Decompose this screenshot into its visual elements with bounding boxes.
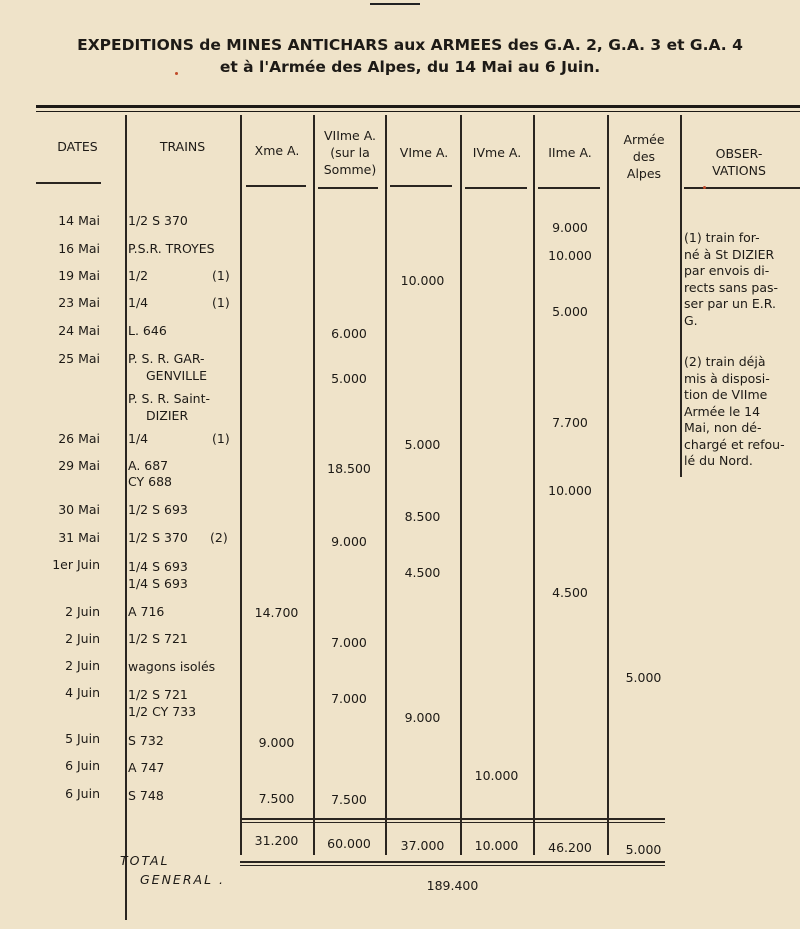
- row-train-cont: 1/4 S 693: [128, 576, 188, 591]
- value-cell: 5.000: [331, 371, 367, 386]
- value-cell: 6.000: [331, 326, 367, 341]
- row-train: A 716: [128, 604, 165, 619]
- value-cell: 9.000: [404, 710, 441, 725]
- observation-note-2: (2) train déjà mis à disposi- tion de VIIme Armée le 14 Mai, non dé- chargé et refou- lé du Nord.: [684, 354, 785, 468]
- value-cell: 8.500: [404, 509, 441, 524]
- top-rule-thin: [36, 111, 800, 112]
- row-train: 1/2 S 721: [128, 687, 188, 702]
- header-underline: [465, 187, 527, 189]
- row-date: 2 Juin: [65, 604, 100, 619]
- ink-speck: [175, 72, 178, 75]
- row-date: 26 Mai: [58, 431, 100, 446]
- total-vi-armee: 37.000: [400, 838, 445, 853]
- value-cell: 10.000: [474, 768, 519, 783]
- row-date: 31 Mai: [58, 530, 100, 545]
- header-observations: OBSER- VATIONS: [712, 146, 766, 178]
- top-rule: [36, 105, 800, 108]
- row-train: P. S. R. Saint-: [128, 391, 211, 406]
- top-mark: [370, 3, 420, 5]
- row-train-cont: GENVILLE: [146, 368, 207, 383]
- total-label-1: TOTAL: [120, 853, 170, 868]
- row-note: (1): [212, 295, 230, 310]
- value-cell: 9.000: [258, 735, 295, 750]
- value-cell: 7.500: [331, 792, 367, 807]
- header-ii-armee: IIme A.: [548, 145, 592, 160]
- row-train: 1/2: [128, 268, 149, 283]
- value-cell: 4.500: [552, 585, 588, 600]
- row-date: 2 Juin: [65, 658, 100, 673]
- value-cell: 10.000: [548, 483, 592, 498]
- total-iv-armee: 10.000: [474, 838, 519, 853]
- row-date: 1er Juin: [52, 557, 100, 572]
- row-date: 5 Juin: [65, 731, 100, 746]
- document-title: [40, 34, 780, 78]
- value-cell: 5.000: [552, 304, 588, 319]
- value-cell: 5.000: [404, 437, 441, 452]
- value-cell: 7.000: [331, 691, 367, 706]
- header-trains: TRAINS: [159, 139, 206, 154]
- row-train: 1/2 S 370: [128, 530, 188, 545]
- row-date: 24 Mai: [58, 323, 100, 338]
- total-rule: [240, 861, 665, 863]
- row-note: (1): [212, 268, 230, 283]
- title-line-2: et à l'Armée des Alpes, du 14 Mai au 6 Juin.: [219, 58, 601, 76]
- row-train: S 732: [128, 733, 164, 748]
- observation-note-1: (1) train for- né à St DIZIER par envois di- rects sans pas- ser par un E.R. G.: [684, 230, 779, 328]
- row-date: 2 Juin: [65, 631, 100, 646]
- header-underline: [246, 185, 306, 187]
- title-line-1: EXPEDITIONS de MINES ANTICHARS aux ARMEES des G.A. 2, G.A. 3 et G.A. 4: [77, 36, 743, 54]
- value-cell: 9.000: [552, 220, 588, 235]
- header-armee-alpes: Armée des Alpes: [623, 132, 665, 181]
- row-train: P. S. R. GAR-: [128, 351, 205, 366]
- header-underline: [538, 187, 600, 189]
- header-iv-armee: IVme A.: [472, 145, 522, 160]
- value-cell: 4.500: [404, 565, 441, 580]
- row-date: 6 Juin: [65, 786, 100, 801]
- row-date: 29 Mai: [58, 458, 100, 473]
- grand-total: 189.400: [426, 878, 479, 893]
- row-train: 1/2 S 693: [128, 502, 188, 517]
- row-train-cont: DIZIER: [146, 408, 189, 423]
- row-note: (1): [212, 431, 230, 446]
- row-train: L. 646: [128, 323, 167, 338]
- total-rule-thin: [240, 865, 665, 866]
- row-date: 16 Mai: [58, 241, 100, 256]
- value-cell: 14.700: [254, 605, 299, 620]
- total-vii-armee: 60.000: [327, 836, 371, 851]
- row-date: 14 Mai: [58, 213, 100, 228]
- row-train: 1/2 S 370: [128, 213, 188, 228]
- row-train: S 748: [128, 788, 164, 803]
- value-cell: 5.000: [625, 670, 662, 685]
- header-underline: [390, 185, 452, 187]
- header-vii-armee: VIIme A. (sur la Somme): [323, 128, 377, 177]
- row-train: 1/4 S 693: [128, 559, 188, 574]
- column-divider: [125, 115, 127, 920]
- row-date: 25 Mai: [58, 351, 100, 366]
- row-date: 6 Juin: [65, 758, 100, 773]
- header-underline: [36, 182, 101, 184]
- row-train-cont: 1/2 CY 733: [128, 704, 197, 719]
- total-ii-armee: 46.200: [548, 840, 592, 855]
- value-cell: 7.000: [331, 635, 367, 650]
- value-cell: 7.500: [258, 791, 295, 806]
- column-divider: [313, 115, 315, 855]
- value-cell: 10.000: [548, 248, 592, 263]
- total-armee-alpes: 5.000: [625, 842, 662, 857]
- header-x-armee: Xme A.: [254, 143, 300, 158]
- column-divider: [607, 115, 609, 855]
- row-train-cont: CY 688: [128, 474, 172, 489]
- row-date: 30 Mai: [58, 502, 100, 517]
- subtotal-rule-thin: [240, 822, 665, 823]
- row-train: wagons isolés: [128, 659, 216, 674]
- column-divider: [680, 115, 682, 477]
- total-x-armee: 31.200: [254, 833, 299, 848]
- row-train: P.S.R. TROYES: [128, 241, 215, 256]
- row-note: (2): [210, 530, 228, 545]
- total-label-2: GENERAL .: [140, 872, 225, 887]
- value-cell: 10.000: [400, 273, 445, 288]
- header-dates: DATES: [57, 139, 98, 154]
- ink-speck: [703, 186, 706, 189]
- header-underline: [684, 187, 800, 189]
- value-cell: 18.500: [327, 461, 371, 476]
- header-vi-armee: VIme A.: [399, 145, 449, 160]
- row-train: 1/2 S 721: [128, 631, 188, 646]
- row-train: 1/4: [128, 295, 149, 310]
- header-underline: [318, 187, 378, 189]
- column-divider: [460, 115, 462, 855]
- row-date: 4 Juin: [65, 685, 100, 700]
- row-train: 1/4: [128, 431, 149, 446]
- subtotal-rule: [240, 818, 665, 820]
- row-date: 23 Mai: [58, 295, 100, 310]
- row-train: A. 687: [128, 458, 169, 473]
- column-divider: [385, 115, 387, 855]
- value-cell: 9.000: [331, 534, 367, 549]
- value-cell: 7.700: [552, 415, 588, 430]
- row-train: A 747: [128, 760, 165, 775]
- row-date: 19 Mai: [58, 268, 100, 283]
